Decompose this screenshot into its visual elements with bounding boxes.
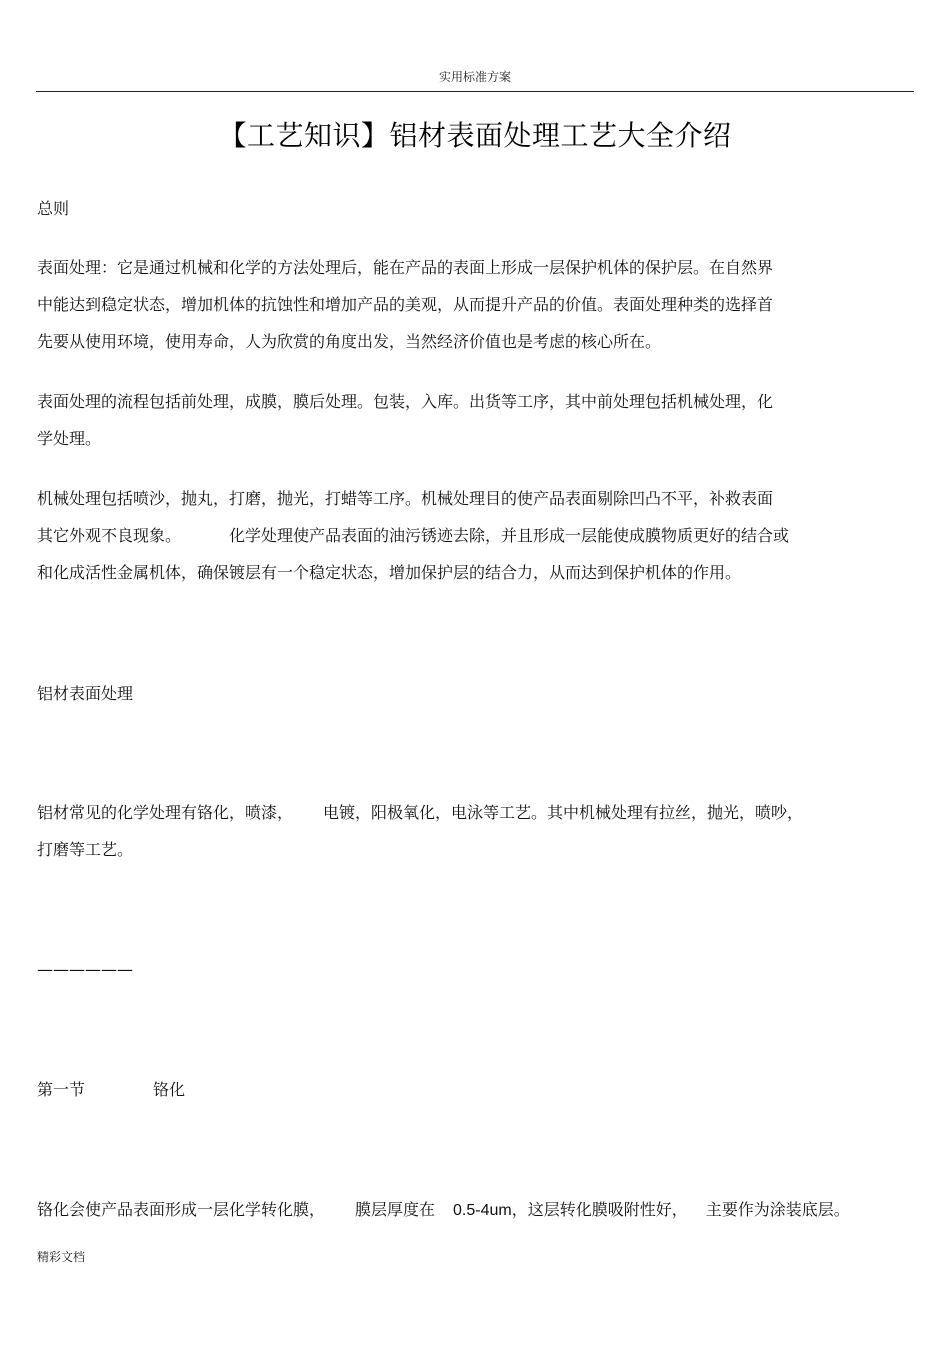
section-heading-line [37,1071,913,1108]
page-footer: 精彩文档 [37,1250,86,1264]
paragraph-line [37,517,913,554]
thickness-value: 0.5-4um [453,1202,512,1219]
paragraph-line: 表面处理：它是通过机械和化学的方法处理后，能在产品的表面上形成一层保护机体的保护层。在自然界 [37,258,774,277]
paragraph-line: 表面处理的流程包括前处理，成膜，膜后处理。包装，入库。出货等工序，其中前处理包括机械处理，化 [37,392,774,411]
paragraph-mechanical-treatment [37,480,913,591]
general-heading-text: 总则 [37,199,70,218]
paragraph-line [37,1191,913,1228]
text-fragment: 铝材常见的化学处理有铬化，喷漆， [37,803,294,822]
aluminum-heading [37,675,913,712]
text-fragment: 铬化会使产品表面形成一层化学转化膜， [37,1200,326,1219]
paragraph-line: 学处理。 [37,429,102,448]
header-rule [36,91,914,92]
divider-text: —————— [37,960,133,979]
section-label: 第一节 [37,1080,86,1099]
text-fragment: 主要作为涂装底层。 [705,1200,850,1219]
paragraph-line: 打磨等工艺。 [37,840,134,859]
paragraph-chromate [37,1191,913,1228]
text-fragment: 其它外观不良现象。 [37,526,182,545]
paragraph-surface-treatment [37,249,913,360]
paragraph-line [37,794,913,831]
text-fragment: 膜层厚度在 [355,1200,436,1219]
aluminum-heading-text: 铝材表面处理 [37,684,134,703]
paragraph-line: 和化成活性金属机体，确保镀层有一个稳定状态，增加保护层的结合力，从而达到保护机体的作用。 [37,563,742,582]
section-name: 铬化 [153,1080,186,1099]
text-fragment: ，这层转化膜吸附性好， [511,1200,688,1219]
paragraph-line: 机械处理包括喷沙，抛丸，打磨，抛光，打蜡等工序。机械处理目的使产品表面剔除凹凸不平，补救表面 [37,489,774,508]
paragraph-line: 先要从使用环境，使用寿命，人为欣赏的角度出发，当然经济价值也是考虑的核心所在。 [37,332,662,351]
text-fragment: 电镀，阳极氧化，电泳等工艺。其中机械处理有拉丝，抛光，喷吵， [323,803,804,822]
paragraph-aluminum-processes [37,794,913,868]
general-heading [37,190,913,227]
section-divider [37,951,913,988]
paragraph-process-flow [37,383,913,457]
text-fragment: 化学处理使产品表面的油污锈迹去除，并且形成一层能使成膜物质更好的结合或 [229,526,790,545]
paragraph-line: 中能达到稳定状态，增加机体的抗蚀性和增加产品的美观，从而提升产品的价值。表面处理种类的选择首 [37,295,774,314]
page-header: 实用标准方案 [438,70,511,84]
section-heading-chromate [37,1071,913,1108]
document-title: 【工艺知识】铝材表面处理工艺大全介绍 [218,119,732,152]
